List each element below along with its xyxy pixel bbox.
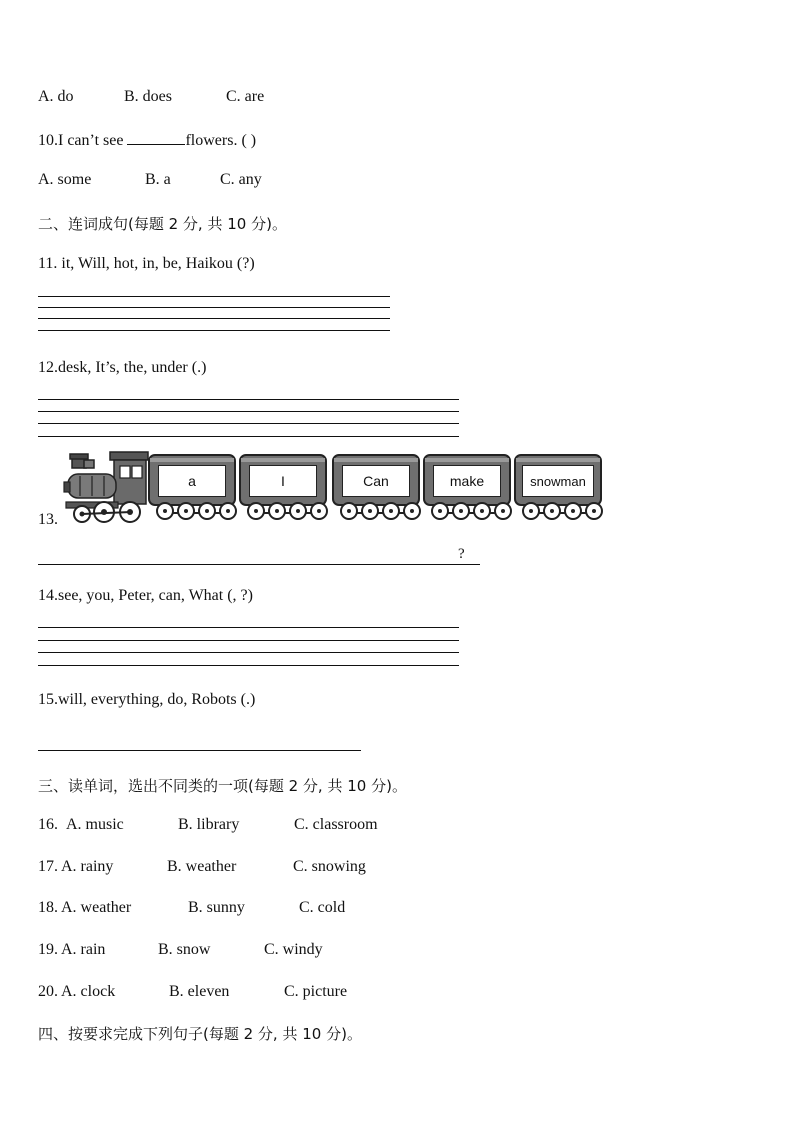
q19-option-b[interactable]: B. snow: [158, 941, 211, 958]
q18-option-b[interactable]: B. sunny: [188, 899, 245, 916]
q17-option-a[interactable]: A. rainy: [61, 858, 114, 875]
train-wheels: [522, 502, 603, 520]
word-card[interactable]: make: [433, 465, 501, 497]
wheel-icon: [177, 502, 195, 520]
train-car: [148, 454, 236, 506]
q15-prompt: 15.will, everything, do, Robots (.): [38, 691, 256, 708]
wheel-icon: [219, 502, 237, 520]
wheel-icon: [382, 502, 400, 520]
q15-answer-line[interactable]: [38, 750, 361, 751]
writing-line: [38, 640, 459, 641]
q17-option-c[interactable]: C. snowing: [293, 858, 366, 875]
wheel-icon: [198, 502, 216, 520]
q18-number: 18.: [38, 899, 58, 916]
q17-number: 17.: [38, 858, 58, 875]
q18-option-c[interactable]: C. cold: [299, 899, 346, 916]
locomotive-icon: [62, 450, 152, 526]
q10-question: [38, 130, 256, 150]
wheel-icon: [431, 502, 449, 520]
q10-option-b[interactable]: B. a: [145, 171, 171, 188]
q10-prefix: 10.I can’t see: [38, 132, 128, 149]
wheel-icon: [156, 502, 174, 520]
q16-option-a[interactable]: A. music: [66, 816, 124, 833]
writing-line: [38, 436, 459, 437]
wheel-icon: [564, 502, 582, 520]
q20-option-a[interactable]: A. clock: [61, 983, 116, 1000]
q16-option-b[interactable]: B. library: [178, 816, 240, 833]
writing-line: [38, 399, 459, 400]
word-card[interactable]: Can: [342, 465, 410, 497]
writing-line: [38, 411, 459, 412]
section4-heading: 四、按要求完成下列句子(每题 2 分, 共 10 分)。: [38, 1025, 362, 1043]
train-wheels: [340, 502, 421, 520]
wheel-icon: [494, 502, 512, 520]
q16-number: 16.: [38, 816, 58, 833]
writing-line: [38, 423, 459, 424]
q20-number: 20.: [38, 983, 58, 1000]
q9-option-b[interactable]: B. does: [124, 88, 172, 105]
q20-option-b[interactable]: B. eleven: [169, 983, 230, 1000]
train-car: [239, 454, 327, 506]
wheel-icon: [361, 502, 379, 520]
q16-option-c[interactable]: C. classroom: [294, 816, 378, 833]
word-card[interactable]: snowman: [522, 465, 594, 497]
wheel-icon: [247, 502, 265, 520]
writing-line: [38, 307, 390, 308]
q19-number: 19.: [38, 941, 58, 958]
q9-option-a[interactable]: A. do: [38, 88, 74, 105]
train-wheels: [156, 502, 237, 520]
wheel-icon: [543, 502, 561, 520]
wheel-icon: [473, 502, 491, 520]
q13-number: 13.: [38, 511, 58, 528]
train-wheels: [247, 502, 328, 520]
q20-option-c[interactable]: C. picture: [284, 983, 348, 1000]
q19-option-c[interactable]: C. windy: [264, 941, 323, 958]
section2-heading: 二、连词成句(每题 2 分, 共 10 分)。: [38, 215, 287, 233]
writing-line: [38, 318, 390, 319]
q19-option-a[interactable]: A. rain: [61, 941, 106, 958]
writing-line: [38, 330, 390, 331]
writing-line: [38, 652, 459, 653]
writing-line: [38, 627, 459, 628]
train-car: [514, 454, 602, 506]
train-wheels: [431, 502, 512, 520]
word-card[interactable]: a: [158, 465, 226, 497]
q10-blank[interactable]: [127, 130, 185, 145]
writing-line: [38, 296, 390, 297]
q11-prompt: 11. it, Will, hot, in, be, Haikou (?): [38, 255, 255, 272]
word-card[interactable]: I: [249, 465, 317, 497]
q13-end-mark: ?: [458, 546, 465, 562]
q10-option-c[interactable]: C. any: [220, 171, 262, 188]
wheel-icon: [289, 502, 307, 520]
section3-heading: 三、读单词，选出不同类的一项(每题 2 分, 共 10 分)。: [38, 777, 407, 795]
word-train: [62, 450, 602, 526]
wheel-icon: [585, 502, 603, 520]
train-car: [332, 454, 420, 506]
q10-suffix: flowers. ( ): [185, 132, 257, 149]
wheel-icon: [403, 502, 421, 520]
train-car: [423, 454, 511, 506]
q13-answer-line[interactable]: [38, 564, 480, 565]
q9-option-c[interactable]: C. are: [226, 88, 265, 105]
q10-option-a[interactable]: A. some: [38, 171, 92, 188]
wheel-icon: [522, 502, 540, 520]
wheel-icon: [340, 502, 358, 520]
wheel-icon: [452, 502, 470, 520]
wheel-icon: [268, 502, 286, 520]
q12-prompt: 12.desk, It’s, the, under (.): [38, 359, 207, 376]
q17-option-b[interactable]: B. weather: [167, 858, 237, 875]
q18-option-a[interactable]: A. weather: [61, 899, 132, 916]
q14-prompt: 14.see, you, Peter, can, What (, ?): [38, 587, 253, 604]
writing-line: [38, 665, 459, 666]
wheel-icon: [310, 502, 328, 520]
